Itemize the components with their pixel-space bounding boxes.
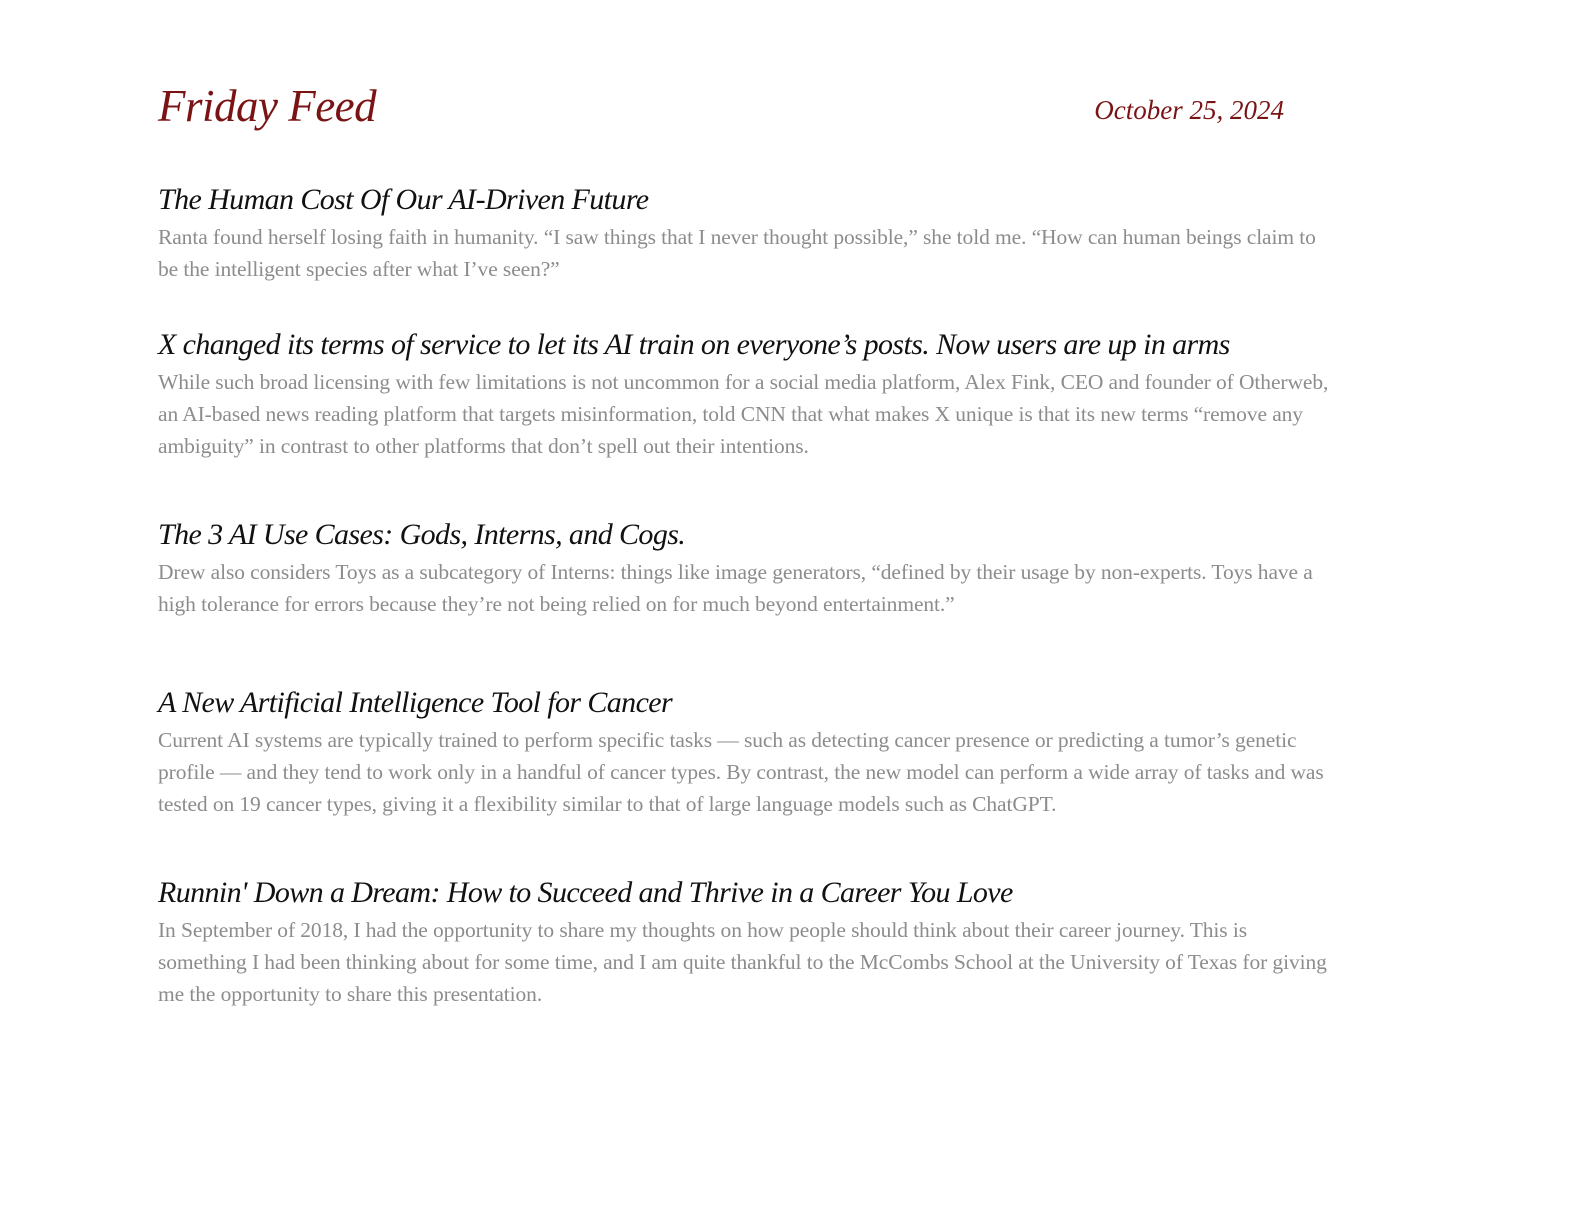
article-title-link[interactable]: Runnin' Down a Dream: How to Succeed and Thrive in a Career You Love [158, 876, 1013, 909]
article-title-link[interactable]: The 3 AI Use Cases: Gods, Interns, and Cogs. [158, 518, 686, 551]
issue-date: October 25, 2024 [1094, 95, 1284, 125]
article-excerpt: While such broad licensing with few limitations is not uncommon for a social media platform, Alex Fink, CEO and founder of Otherweb, an AI-based news reading platform that targets misinformation, told CNN that what makes X unique is that its new terms “remove any ambiguity” in contrast to other platforms that don’t spell out their intentions. [158, 370, 1329, 458]
article-excerpt: Drew also considers Toys as a subcategory of Interns: things like image generators, “defined by their usage by non-experts. Toys have a high tolerance for errors because they’re not being relied on for much beyond entertainment.” [158, 560, 1313, 616]
article-title-link[interactable]: X changed its terms of service to let its AI train on everyone’s posts. Now users are up in arms [158, 328, 1230, 361]
article-item [158, 876, 1338, 1010]
page-title: Friday Feed [158, 81, 377, 131]
article-item [158, 518, 1338, 620]
article-item [158, 686, 1338, 820]
article-item [158, 183, 1338, 285]
article-title-link[interactable]: The Human Cost Of Our AI-Driven Future [158, 183, 649, 216]
article-item [158, 328, 1338, 462]
article-excerpt: Current AI systems are typically trained to perform specific tasks — such as detecting cancer presence or predicting a tumor’s genetic profile — and they tend to work only in a handful of cancer types. By contrast, the new model can perform a wide array of tasks and was tested on 19 cancer types, giving it a flexibility similar to that of large language models such as ChatGPT. [158, 728, 1324, 816]
article-title-link[interactable]: A New Artificial Intelligence Tool for Cancer [158, 686, 673, 719]
article-excerpt: In September of 2018, I had the opportunity to share my thoughts on how people should think about their career journey. This is something I had been thinking about for some time, and I am quite thankful to the McCombs School at the University of Texas for giving me the opportunity to share this presentation. [158, 918, 1327, 1006]
article-excerpt: Ranta found herself losing faith in humanity. “I saw things that I never thought possible,” she told me. “How can human beings claim to be the intelligent species after what I’ve seen?” [158, 225, 1316, 281]
